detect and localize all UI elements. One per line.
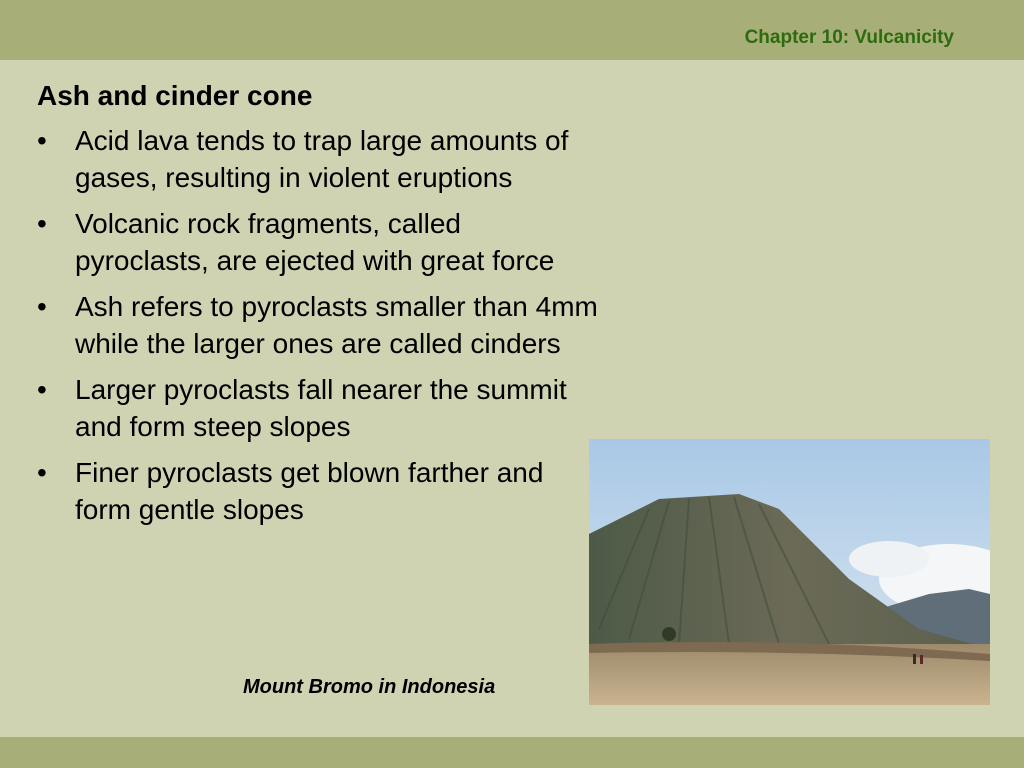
bullet-item [37, 122, 657, 196]
bullet-item [37, 371, 585, 445]
bullet-item [37, 288, 657, 362]
bullet-dot: • [37, 208, 47, 239]
bullet-dot: • [37, 457, 47, 488]
bullet-item [37, 454, 545, 528]
slide-heading: Ash and cinder cone [37, 80, 313, 111]
mountain-photo [589, 439, 990, 705]
footer-bar [0, 737, 1024, 768]
bullet-dot: • [37, 291, 47, 322]
bullet-text: Larger pyroclasts fall nearer the summit and form steep slopes [75, 374, 567, 442]
bullet-text: Acid lava tends to trap large amounts of gases, resulting in violent eruptions [75, 125, 569, 193]
photo-caption: Mount Bromo in Indonesia [243, 676, 496, 698]
bullet-text: Ash refers to pyroclasts smaller than 4mm while the larger ones are called cinders [75, 291, 598, 359]
bullet-item [37, 205, 585, 279]
bullet-dot: • [37, 125, 47, 156]
bullet-text: Volcanic rock fragments, called pyroclasts, are ejected with great force [75, 208, 555, 276]
bullet-list [37, 122, 657, 537]
bullet-dot: • [37, 374, 47, 405]
bullet-text: Finer pyroclasts get blown farther and form gentle slopes [75, 457, 544, 525]
chapter-title: Chapter 10: Vulcanicity [744, 27, 954, 48]
